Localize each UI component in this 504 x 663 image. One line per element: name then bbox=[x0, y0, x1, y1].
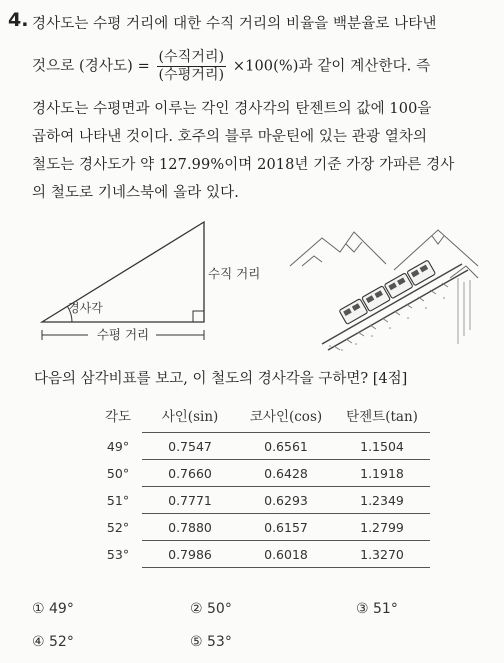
railway-track bbox=[322, 264, 468, 350]
header-sin: 사인(sin) bbox=[161, 409, 219, 425]
table-row bbox=[94, 541, 430, 568]
row-angle: 49° bbox=[106, 438, 130, 454]
choice-5-text: 53° bbox=[207, 634, 232, 650]
row-sin: 0.7547 bbox=[142, 433, 238, 460]
choice-4-text: 52° bbox=[49, 634, 74, 650]
formula-suffix: ×100(%)과 같이 계산한다. 즉 bbox=[232, 58, 431, 75]
row-sin: 0.7986 bbox=[142, 541, 238, 568]
question-prompt: 다음의 삼각비표를 보고, 이 철도의 경사각을 구하면? [4점] bbox=[34, 371, 408, 387]
header-cos: 코사인(cos) bbox=[249, 409, 323, 425]
question-line-1: 경사도는 수평 거리에 대한 수직 거리의 비율을 백분율로 나타낸 bbox=[32, 16, 437, 32]
row-sin: 0.7660 bbox=[142, 460, 238, 487]
choice-3[interactable] bbox=[356, 601, 398, 617]
choice-2-text: 50° bbox=[207, 601, 232, 617]
choice-2-mark: ② bbox=[190, 601, 203, 617]
row-cos: 0.6157 bbox=[238, 514, 334, 541]
row-angle: 50° bbox=[106, 465, 130, 481]
row-tan: 1.2349 bbox=[334, 487, 430, 514]
slope-triangle-diagram bbox=[38, 220, 261, 350]
header-tan: 탄젠트(tan) bbox=[346, 409, 418, 425]
row-cos: 0.6293 bbox=[238, 487, 334, 514]
row-tan: 1.2799 bbox=[334, 514, 430, 541]
train-cars bbox=[339, 260, 436, 324]
table-row bbox=[94, 433, 430, 460]
fraction-numerator: (수직거리) bbox=[158, 49, 225, 65]
horizontal-distance-label: 수평 거리 bbox=[96, 327, 150, 342]
choice-4-mark: ④ bbox=[32, 634, 45, 650]
row-angle: 53° bbox=[106, 546, 130, 562]
mountain-railway-illustration bbox=[282, 226, 482, 354]
table-row bbox=[94, 460, 430, 487]
choice-4[interactable] bbox=[32, 634, 74, 650]
table-row bbox=[94, 487, 430, 514]
triangle-outline bbox=[42, 222, 204, 322]
row-tan: 1.1918 bbox=[334, 460, 430, 487]
choice-1-text: 49° bbox=[49, 601, 74, 617]
choice-1[interactable] bbox=[32, 601, 74, 617]
fraction-denominator: (수평거리) bbox=[158, 67, 225, 83]
cliff-wall bbox=[458, 278, 470, 344]
row-sin: 0.7771 bbox=[142, 487, 238, 514]
row-cos: 0.6018 bbox=[238, 541, 334, 568]
choice-3-text: 51° bbox=[373, 601, 398, 617]
table-row bbox=[94, 514, 430, 541]
slope-fraction bbox=[157, 49, 227, 84]
header-angle: 각도 bbox=[104, 409, 132, 426]
row-angle: 51° bbox=[106, 492, 130, 508]
choice-3-mark: ③ bbox=[356, 601, 369, 617]
question-line-4: 곱하여 나타낸 것이다. 호주의 블루 마운틴에 있는 관광 열차의 bbox=[32, 129, 428, 145]
choice-5-mark: ⑤ bbox=[190, 634, 203, 650]
right-angle-mark bbox=[193, 311, 204, 322]
trig-table-header bbox=[94, 404, 430, 433]
row-tan: 1.1504 bbox=[334, 433, 430, 460]
row-cos: 0.6561 bbox=[238, 433, 334, 460]
row-tan: 1.3270 bbox=[334, 541, 430, 568]
question-number: 4. bbox=[8, 9, 29, 31]
choice-5[interactable] bbox=[190, 634, 232, 650]
question-line-6: 의 철도로 기네스북에 올라 있다. bbox=[32, 185, 239, 201]
trig-table bbox=[94, 404, 430, 568]
choice-1-mark: ① bbox=[32, 601, 45, 617]
vertical-distance-label: 수직 거리 bbox=[208, 266, 261, 281]
choice-2[interactable] bbox=[190, 601, 232, 617]
row-cos: 0.6428 bbox=[238, 460, 334, 487]
question-line-5: 철도는 경사도가 약 127.99%이며 2018년 기준 가장 가파른 경사 bbox=[32, 157, 455, 173]
question-line-2 bbox=[32, 49, 430, 84]
row-angle: 52° bbox=[106, 519, 130, 535]
question-line-3: 경사도는 수평면과 이루는 각인 경사각의 탄젠트의 값에 100을 bbox=[32, 101, 432, 117]
incline-angle-label: 경사각 bbox=[68, 301, 103, 315]
formula-prefix: 것으로 (경사도) = bbox=[32, 58, 150, 75]
row-sin: 0.7880 bbox=[142, 514, 238, 541]
